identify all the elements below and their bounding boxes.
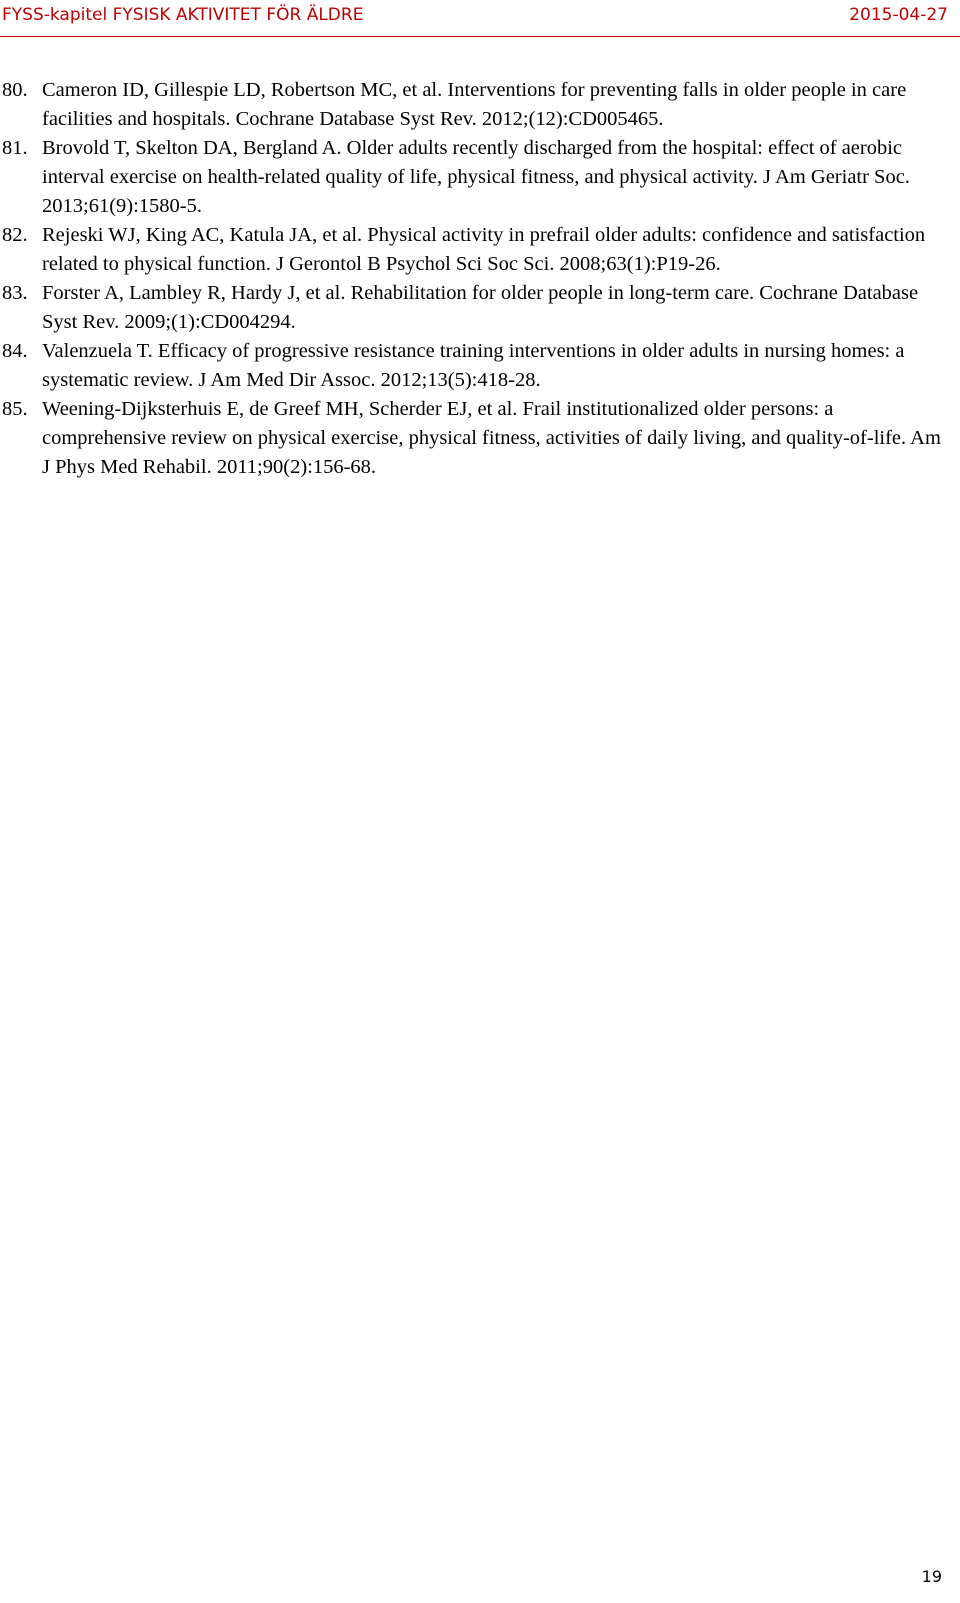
reference-number: 84. — [2, 340, 28, 362]
page-header — [0, 0, 960, 34]
reference-text: Brovold T, Skelton DA, Bergland A. Older adults recently discharged from the hospital: effect of aerobic interval exercise on health-related quality of life, physical fitness, and physical activity. J Am Geriatr Soc. 2013;61(9):1580-5. — [42, 137, 910, 217]
reference-number: 83. — [2, 282, 28, 304]
reference-text: Weening-Dijksterhuis E, de Greef MH, Scherder EJ, et al. Frail institutionalized older persons: a comprehensive review on physical exercise, physical fitness, activities of daily living, and quality-of-life. Am J Phys Med Rehabil. 2011;90(2):156-68. — [42, 398, 941, 478]
reference-number: 80. — [2, 79, 28, 101]
reference-item — [0, 221, 960, 279]
header-divider — [0, 36, 960, 37]
reference-text: Cameron ID, Gillespie LD, Robertson MC, et al. Interventions for preventing falls in older people in care facilities and hospitals. Cochrane Database Syst Rev. 2012;(12):CD005465. — [42, 79, 907, 130]
reference-item — [0, 279, 960, 337]
reference-item — [0, 337, 960, 395]
reference-number: 81. — [2, 137, 28, 159]
reference-text: Rejeski WJ, King AC, Katula JA, et al. Physical activity in prefrail older adults: confidence and satisfaction related to physical function. J Gerontol B Psychol Sci Soc Sci. 2008;63(1):P19-26. — [42, 224, 926, 275]
reference-text: Forster A, Lambley R, Hardy J, et al. Rehabilitation for older people in long-term care. Cochrane Database Syst Rev. 2009;(1):CD004294. — [42, 282, 919, 333]
reference-item — [0, 395, 960, 482]
header-date: 2015-04-27 — [849, 5, 948, 25]
reference-item — [0, 134, 960, 221]
reference-item — [0, 76, 960, 134]
page-number: 19 — [921, 1567, 942, 1586]
reference-number: 82. — [2, 224, 28, 246]
header-chapter-title: FYSS-kapitel FYSISK AKTIVITET FÖR ÄLDRE — [2, 5, 364, 25]
reference-number: 85. — [2, 398, 28, 420]
reference-list — [0, 76, 960, 482]
reference-text: Valenzuela T. Efficacy of progressive resistance training interventions in older adults in nursing homes: a systematic review. J Am Med Dir Assoc. 2012;13(5):418-28. — [42, 340, 905, 391]
